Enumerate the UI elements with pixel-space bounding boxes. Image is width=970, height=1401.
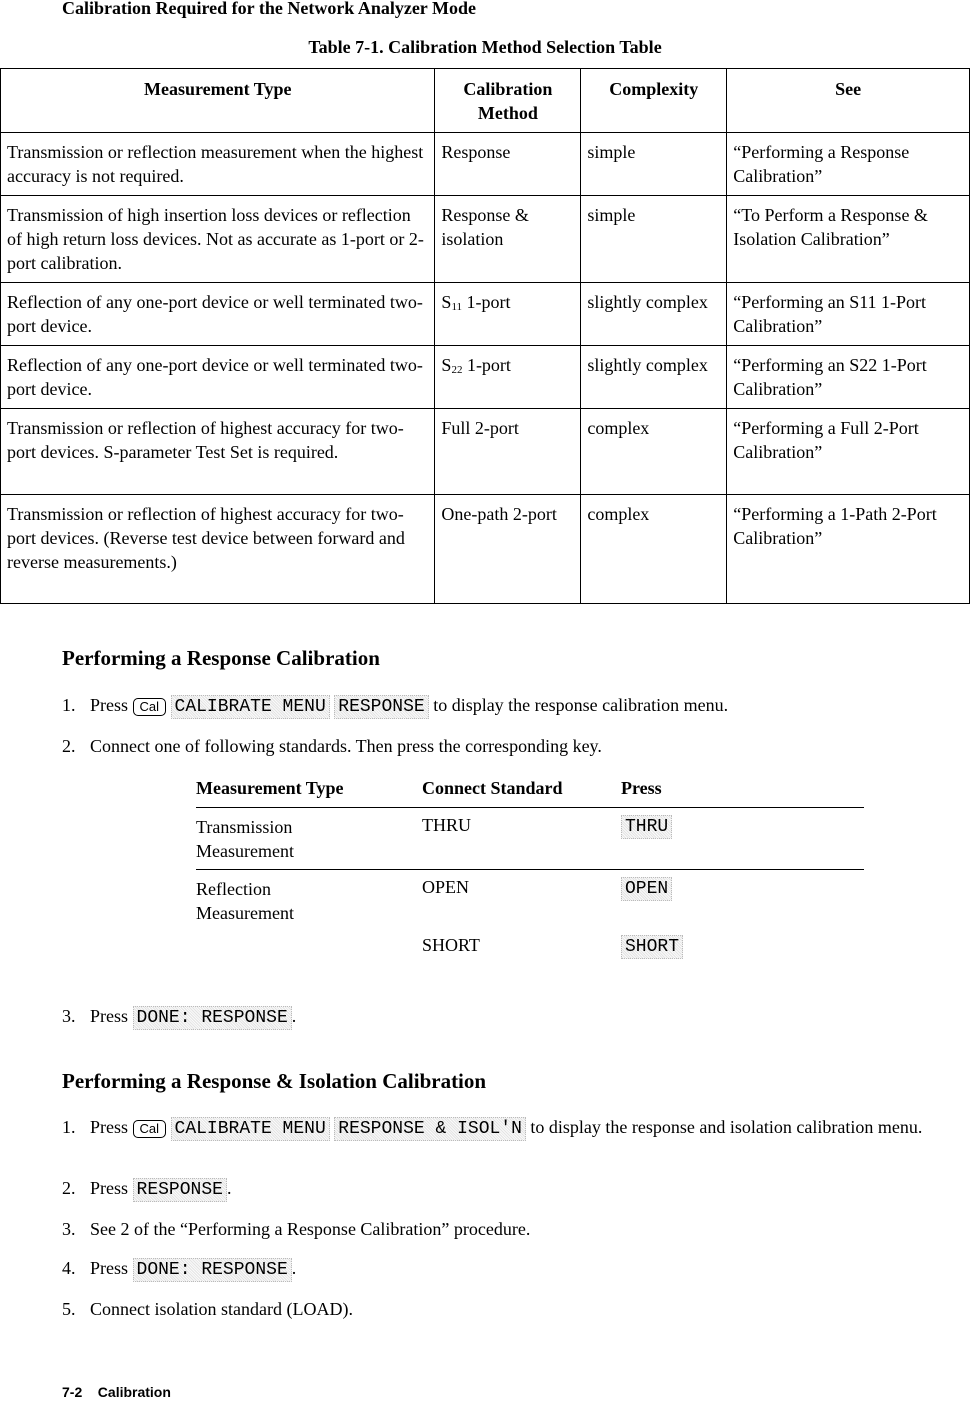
step-4: 4. Press DONE: RESPONSE . [62, 1258, 297, 1280]
calibration-method-table [0, 68, 970, 604]
complexity-cell: slightly complex [581, 346, 727, 409]
measurement-type-cell: Transmission or reflection measurement when the highest accuracy is not required. [1, 133, 435, 196]
table-caption: Table 7-1. Calibration Method Selection Table [308, 37, 662, 57]
measurement-type-cell: Transmission or reflection of highest accuracy for two-port devices. (Reverse test device between forward and reverse measurements.) [1, 495, 435, 604]
calibration-method-cell: S11 1-port [435, 283, 581, 346]
measurement-type-cell: Reflection of any one-port device or well terminated two-port device. [1, 346, 435, 409]
calibration-method-cell: Response & isolation [435, 196, 581, 283]
standard: THRU [422, 815, 471, 835]
softkey-done-response[interactable]: DONE: RESPONSE [133, 1006, 292, 1030]
softkey-open[interactable]: OPEN [621, 877, 672, 901]
softkey-done-response[interactable]: DONE: RESPONSE [133, 1258, 292, 1282]
table-row [1, 133, 970, 196]
section-title: Performing a Response Calibration [62, 646, 380, 670]
softkey-response[interactable]: RESPONSE [133, 1178, 227, 1202]
table-header-row [1, 69, 970, 133]
col-header: Measurement Type [1, 69, 435, 133]
calibration-method-cell: One-path 2-port [435, 495, 581, 604]
see-reference-cell: “Performing an S22 1-Port Calibration” [727, 346, 970, 409]
cal-hardkey[interactable]: Cal [133, 1120, 167, 1138]
see-reference-cell: “To Perform a Response & Isolation Calibration” [727, 196, 970, 283]
softkey-short[interactable]: SHORT [621, 935, 683, 959]
table-row [1, 409, 970, 495]
softkey-calibrate-menu[interactable]: CALIBRATE MENU [171, 1117, 330, 1141]
col-header: See [727, 69, 970, 133]
step-5: 5. Connect isolation standard (LOAD). [62, 1299, 353, 1319]
divider [196, 869, 864, 870]
step-1: 1. Press Cal CALIBRATE MENU RESPONSE to display the response calibration menu. [62, 695, 729, 717]
softkey-response[interactable]: RESPONSE [334, 695, 428, 719]
col-header: Connect Standard [422, 778, 563, 798]
complexity-cell: simple [581, 196, 727, 283]
table-row [1, 196, 970, 283]
see-reference-cell: “Performing a Full 2-Port Calibration” [727, 409, 970, 495]
complexity-cell: complex [581, 409, 727, 495]
softkey-response-isoln[interactable]: RESPONSE & ISOL'N [334, 1117, 526, 1141]
complexity-cell: simple [581, 133, 727, 196]
see-reference-cell: “Performing a 1-Path 2-Port Calibration” [727, 495, 970, 604]
measurement-type-cell: Reflection of any one-port device or well terminated two-port device. [1, 283, 435, 346]
measurement-type: Transmission Measurement [196, 817, 294, 861]
standard: SHORT [422, 935, 480, 955]
step-2: 2. Press RESPONSE . [62, 1178, 232, 1200]
complexity-cell: slightly complex [581, 283, 727, 346]
calibration-method-cell: Full 2-port [435, 409, 581, 495]
col-header: Measurement Type [196, 778, 344, 798]
page-header: Calibration Required for the Network Analyzer Mode [62, 0, 476, 18]
softkey-calibrate-menu[interactable]: CALIBRATE MENU [171, 695, 330, 719]
see-reference-cell: “Performing a Response Calibration” [727, 133, 970, 196]
measurement-type-cell: Transmission of high insertion loss devices or reflection of high return loss devices. Not as accurate as 1-port or 2-port calibration. [1, 196, 435, 283]
col-header: Press [621, 778, 662, 798]
complexity-cell: complex [581, 495, 727, 604]
step-3: 3. Press DONE: RESPONSE . [62, 1006, 297, 1028]
step-3: 3. See 2 of the “Performing a Response Calibration” procedure. [62, 1219, 531, 1239]
measurement-type-cell: Transmission or reflection of highest accuracy for two-port devices. S-parameter Test Set is required. [1, 409, 435, 495]
calibration-method-cell: S22 1-port [435, 346, 581, 409]
table-row [1, 283, 970, 346]
col-header: Calibration Method [435, 69, 581, 133]
measurement-type: Reflection Measurement [196, 879, 294, 923]
col-header: Complexity [581, 69, 727, 133]
calibration-method-cell: Response [435, 133, 581, 196]
see-reference-cell: “Performing an S11 1-Port Calibration” [727, 283, 970, 346]
section-title: Performing a Response & Isolation Calibration [62, 1069, 487, 1093]
page-footer: 7-2 Calibration [62, 1384, 171, 1400]
standard: OPEN [422, 877, 470, 897]
step-1: 1. Press Cal CALIBRATE MENU RESPONSE & ISOL'N to display the response and isolation calibration menu. [62, 1117, 923, 1139]
softkey-thru[interactable]: THRU [621, 815, 672, 839]
step-2: 2. Connect one of following standards. Then press the corresponding key. [62, 736, 602, 756]
table-row [1, 346, 970, 409]
cal-hardkey[interactable]: Cal [133, 698, 167, 716]
table-row [1, 495, 970, 604]
divider [196, 807, 864, 808]
